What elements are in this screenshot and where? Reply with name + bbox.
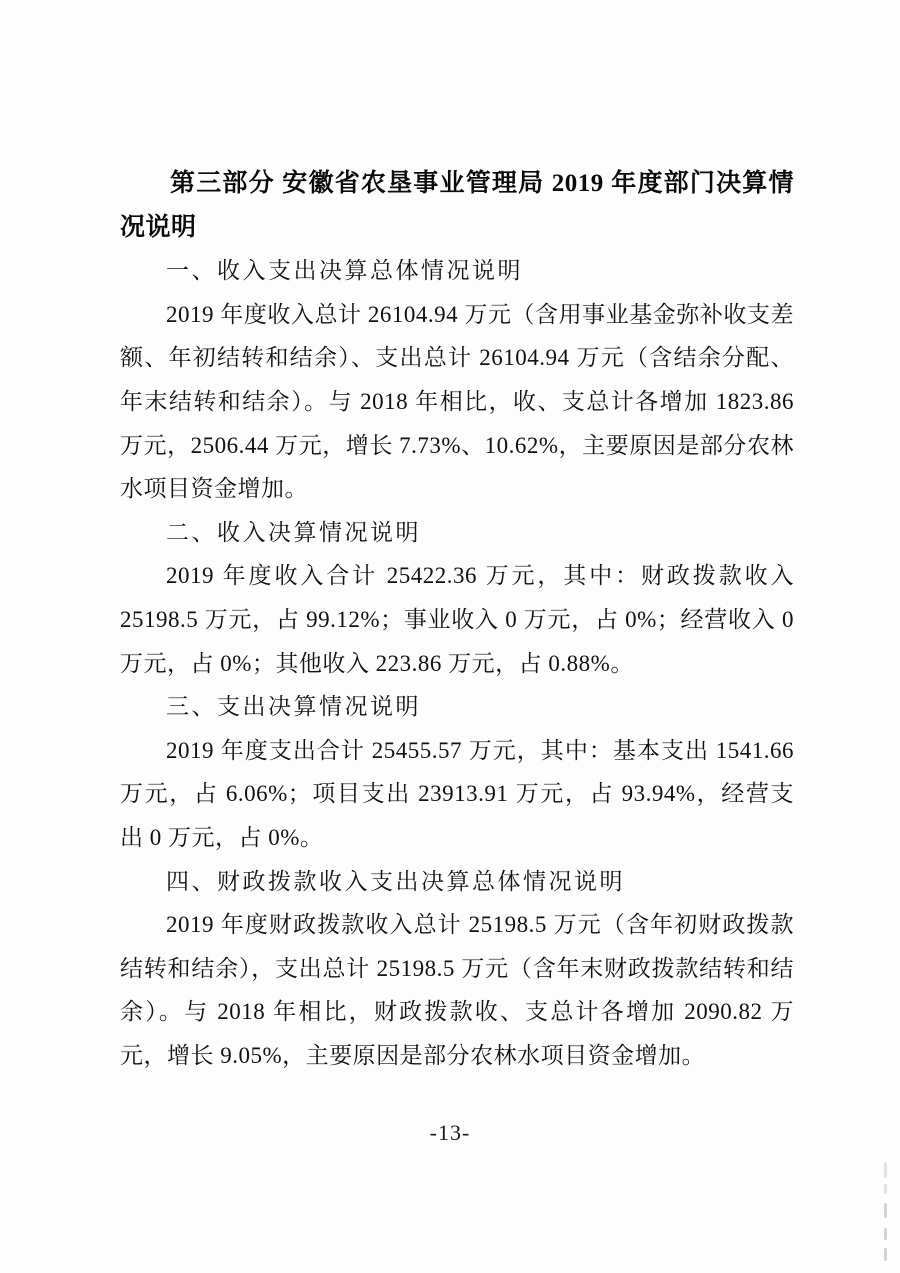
scan-artifact (884, 1162, 887, 1178)
section-heading-expenditure-detail: 三、支出决算情况说明 (166, 694, 421, 720)
scan-artifact (884, 1228, 887, 1240)
scan-artifact (884, 1203, 887, 1218)
document-body (120, 162, 794, 1077)
section-paragraph-expenditure-detail: 2019 年度支出合计 25455.57 万元，其中：基本支出 1541.66 万元，占 6.06%；项目支出 23913.91 万元，占 93.94%，经营支出 0 万元，占 0%。 (120, 737, 794, 850)
scan-artifact (884, 1184, 887, 1194)
page-number: -13- (429, 1120, 471, 1145)
section-heading-fiscal-appropriation-overview: 四、财政拨款收入支出决算总体情况说明 (166, 868, 625, 894)
scan-artifact (884, 1248, 887, 1261)
section-paragraph-fiscal-appropriation-overview: 2019 年度财政拨款收入总计 25198.5 万元（含年初财政拨款结转和结余），支出总计 25198.5 万元（含年末财政拨款结转和结余）。与 2018 年相比，财政拨款收、支总计各增加 2090.82 万元，增长 9.05%，主要原因是部分农林水项目资金增加。 (120, 912, 794, 1068)
section-paragraph-income-detail: 2019 年度收入合计 25422.36 万元，其中：财政拨款收入 25198.5 万元，占 99.12%；事业收入 0 万元，占 0%；经营收入 0 万元，占 0%；其他收入 223.86 万元，占 0.88%。 (120, 563, 794, 676)
document-title: 第三部分 安徽省农垦事业管理局 2019 年度部门决算情况说明 (120, 170, 794, 241)
section-heading-income-expenditure-overview: 一、收入支出决算总体情况说明 (166, 258, 523, 284)
section-heading-income-detail: 二、收入决算情况说明 (166, 519, 421, 545)
section-paragraph-income-expenditure-overview: 2019 年度收入总计 26104.94 万元（含用事业基金弥补收支差额、年初结转和结余）、支出总计 26104.94 万元（含结余分配、年末结转和结余）。与 2018 年相比，收、支总计各增加 1823.86 万元，2506.44 万元，增长 7.73%、10.62%，主要原因是部分农林水项目资金增加。 (120, 301, 794, 502)
